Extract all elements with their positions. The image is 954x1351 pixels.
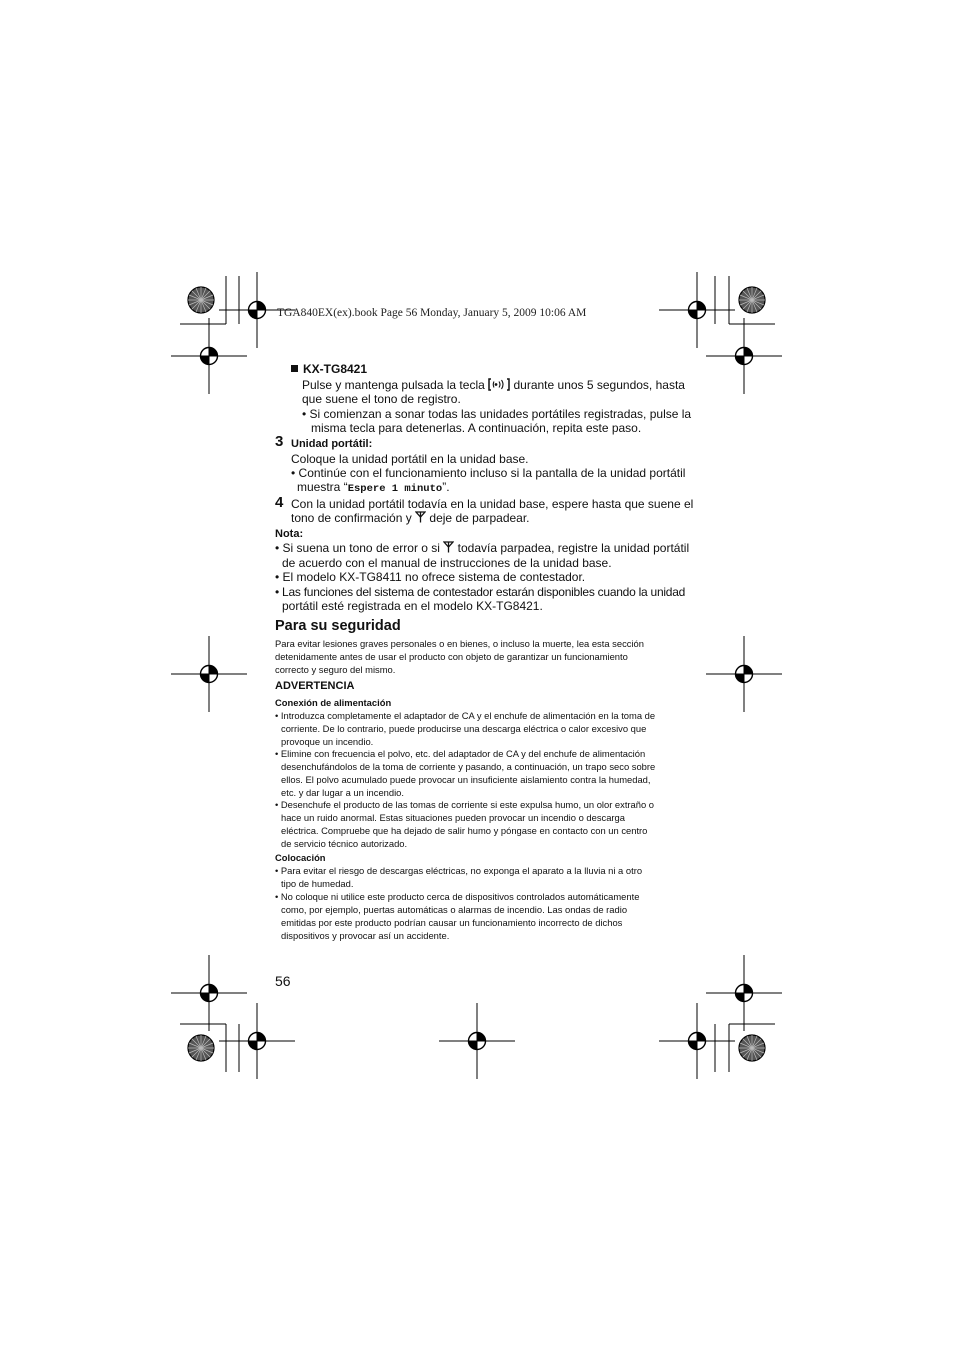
- note-bullet-1-cont: de acuerdo con el manual de instrucciones de la unidad base.: [282, 556, 612, 570]
- placement-line: • Para evitar el riesgo de descargas eléctricas, no exponga el aparato a la lluvia ni a otro: [275, 865, 643, 876]
- safety-intro-3: correcto y seguro del mismo.: [275, 664, 396, 675]
- power-line: • Elimine con frecuencia el polvo, etc. del adaptador de CA y del enchufe de alimentación: [275, 748, 646, 759]
- placement-title: Colocación: [275, 852, 326, 863]
- step-4-line-2: tono de confirmación y deje de parpadear.: [291, 511, 530, 525]
- warning-heading: ADVERTENCIA: [275, 680, 355, 692]
- placement-line: emitidas por este producto podrían causar un funcionamiento incorrecto de dichos: [281, 917, 623, 928]
- power-line: etc. y dar lugar a un incendio.: [281, 787, 404, 798]
- step-3-bullet-1: • Continúe con el funcionamiento incluso si la pantalla de la unidad portátil: [291, 466, 686, 480]
- page-number: 56: [275, 973, 291, 989]
- model-heading: KX-TG8421: [291, 362, 367, 376]
- locator-key-icon: [488, 378, 510, 391]
- kx8421-bullet-1: • Si comienzan a sonar todas las unidades portátiles registradas, pulse la: [302, 407, 692, 421]
- power-title: Conexión de alimentación: [275, 697, 392, 708]
- power-line: ellos. El polvo acumulado puede provocar un insuficiente aislamiento contra la humedad,: [281, 774, 651, 785]
- power-line: hace un ruido anormal. Estas situaciones pueden provocar un incendio o descarga: [281, 812, 625, 823]
- book-header: TGA840EX(ex).book Page 56 Monday, January 5, 2009 10:06 AM: [277, 307, 587, 319]
- placement-line: dispositivos y provocar así un accidente.: [281, 930, 450, 941]
- safety-intro-2: detenidamente antes de usar el producto con objeto de garantizar un funcionamiento: [275, 651, 628, 662]
- note-bullet-2: • El modelo KX-TG8411 no ofrece sistema de contestador.: [275, 570, 586, 584]
- power-line: • Introduzca completamente el adaptador de CA y el enchufe de alimentación en la toma de: [275, 710, 656, 721]
- step-3-line-1: Coloque la unidad portátil en la unidad base.: [291, 452, 529, 466]
- power-line: provoque un incendio.: [281, 736, 374, 747]
- note-bullet-1: • Si suena un tono de error o si todavía parpadea, registre la unidad portátil: [275, 541, 690, 555]
- placement-line: tipo de humedad.: [281, 878, 354, 889]
- placement-line: como, por ejemplo, puertas automáticas o alarmas de incendio. Las ondas de radio: [281, 904, 628, 915]
- power-line: de servicio técnico autorizado.: [281, 838, 408, 849]
- note-bullet-3-cont: portátil esté registrada en el modelo KX-TG8421.: [282, 599, 543, 613]
- note-title: Nota:: [275, 528, 304, 540]
- antenna-icon: [415, 511, 426, 523]
- step-3-bullet-2: muestra “Espere 1 minuto”.: [297, 480, 450, 495]
- display-message: Espere 1 minuto: [347, 483, 443, 495]
- safety-title: Para su seguridad: [275, 618, 401, 634]
- step-3-title: Unidad portátil:: [291, 438, 373, 450]
- power-line: eléctrica. Compruebe que ha dejado de salir humo y póngase en contacto con un centro: [281, 825, 648, 836]
- safety-intro-1: Para evitar lesiones graves personales o en bienes, o incluso la muerte, lea esta sección: [275, 638, 644, 649]
- step-4-line-1: Con la unidad portátil todavía en la unidad base, espere hasta que suene el: [291, 497, 694, 511]
- power-line: corriente. De lo contrario, puede producirse una descarga eléctrica o calor excesivo que: [281, 723, 647, 734]
- note-bullet-3: • Las funciones del sistema de contestador estarán disponibles cuando la unidad: [275, 585, 686, 599]
- kx8421-line-2: que suene el tono de registro.: [302, 392, 461, 406]
- power-line: • Desenchufe el producto de las tomas de corriente si este expulsa humo, un olor extraño o: [275, 799, 655, 810]
- power-line: desenchufándolos de la toma de corriente y pasando, a continuación, un trapo seco sobre: [281, 761, 656, 772]
- square-bullet-icon: [291, 365, 298, 372]
- placement-line: • No coloque ni utilice este producto cerca de dispositivos controlados automáticamente: [275, 891, 640, 902]
- step-3-number: 3: [275, 433, 284, 450]
- kx8421-bullet-2: misma tecla para detenerlas. A continuación, repita este paso.: [311, 421, 642, 435]
- kx8421-line-1: Pulse y mantenga pulsada la tecla durante unos 5 segundos, hasta: [302, 378, 685, 392]
- antenna-icon: [443, 541, 454, 553]
- step-4-number: 4: [275, 494, 284, 511]
